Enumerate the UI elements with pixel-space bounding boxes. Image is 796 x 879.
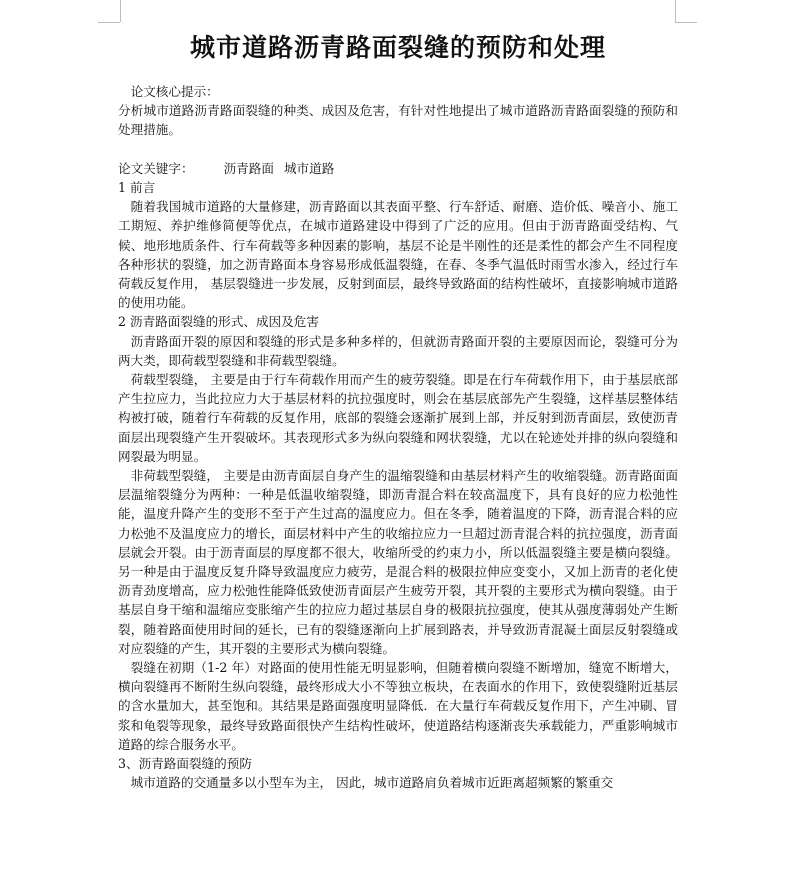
abstract-text: 分析城市道路沥青路面裂缝的种类、成因及危害，有针对性地提出了城市道路沥青路面裂缝的预防和处理措施。 — [118, 103, 678, 138]
section-2-paragraph-3: 非荷载型裂缝， 主要是由沥青面层自身产生的温缩裂缝和由基层材料产生的收缩裂缝。沥青路面面层温缩裂缝分为两种：一种是低温收缩裂缝，即沥青混合料在较高温度下，具有良好的应力松弛性能，温度升降产生的变形不至于产生过高的温度应力。但在冬季，随着温度的下降，沥青混合料的应力松弛不及温度应力的增长，面层材料中产生的收缩拉应力一旦超过沥青混合料的抗拉强度，沥青面层就会开裂。由于沥青面层的厚度都不很大，收缩所受的约束力小，所以低温裂缝主要是横向裂缝。另一种是由于温度反复升降导致温度应力疲劳，是混合料的极限拉伸应变变小，又加上沥青的老化使沥青劲度增高，应力松弛性能降低致使沥青面层产生疲劳开裂，其开裂的主要形式为横向裂缝。由于基层自身干缩和温缩应变胀缩产生的拉应力超过基层自身的极限抗拉强度，使其从强度薄弱处产生断裂，随着路面使用时间的延长，已有的裂缝逐渐向上扩展到路表，并导致沥青混凝土面层反射裂缝或对应裂缝的产生，其开裂的主要形式为横向裂缝。 — [118, 468, 678, 656]
crop-mark-top-right-horizontal — [675, 22, 697, 23]
document-page — [118, 28, 678, 793]
keyword-2: 城市道路 — [283, 160, 335, 176]
section-1-paragraph-1: 随着我国城市道路的大量修建，沥青路面以其表面平整、行车舒适、耐磨、造价低、噪音小、施工工期短、养护维修简便等优点，在城市道路建设中得到了广泛的应用。但由于沥青路面受结构、气候、地形地质条件、行车荷载等多种因素的影响，基层不论是半刚性的还是柔性的都会产生不同程度各种形状的裂缝，加之沥青路面本身容易形成低温裂缝，在春、冬季气温低时雨雪水渗入，经过行车荷载反复作用， 基层裂缝进一步发展，反射到面层，最终导致路面的结构性破坏，直接影响城市道路的使用功能。 — [118, 199, 678, 311]
section-2-paragraph-1: 沥青路面开裂的原因和裂缝的形式是多种多样的，但就沥青路面开裂的主要原因而论，裂缝可分为两大类，即荷载型裂缝和非荷载型裂缝。 — [118, 333, 678, 368]
blank-line — [118, 140, 678, 159]
keyword-1: 沥青路面 — [223, 160, 274, 176]
section-2-paragraph-4: 裂缝在初期（1-2 年）对路面的使用性能无明显影响，但随着横向裂缝不断增加，缝宽不断增大，横向裂缝再不断附生纵向裂缝，最终形成大小不等独立板块，在表面水的作用下，致使裂缝附近基层的含水量加大，甚至饱和。其结果是路面强度明显降低．在大量行车荷载反复作用下，产生冲刷、冒浆和龟裂等现象，最终导致路面很快产生结构性破坏，使道路结构逐渐丧失承载能力，严重影响城市道路的综合服务水平。 — [118, 660, 678, 752]
crop-mark-top-left-horizontal — [98, 22, 120, 23]
section-2-paragraph-2: 荷载型裂缝， 主要是由于行车荷载作用而产生的疲劳裂缝。即是在行车荷载作用下，由于基层底部产生拉应力，当此拉应力大于基层材料的抗拉强度时，则会在基层底部先产生裂缝，这样基层整体结构被打破，随着行车荷载的反复作用，底部的裂缝会逐渐扩展到上部，并反射到沥青面层，致使沥青面层出现裂缝产生开裂破坏。其表现形式多为纵向裂缝和网状裂缝，尤以在轮迹处并排的纵向裂缝和网裂最为明显。 — [118, 372, 678, 464]
abstract-label: 论文核心提示： — [130, 84, 219, 99]
keywords-line — [118, 159, 678, 178]
section-3-heading: 3、沥青路面裂缝的预防 — [118, 756, 252, 772]
keywords-label: 论文关键字： — [118, 160, 194, 176]
document-title: 城市道路沥青路面裂缝的预防和处理 — [189, 33, 606, 62]
section-2-heading: 2 沥青路面裂缝的形式、成因及危害 — [118, 314, 319, 330]
crop-mark-top-left-vertical — [120, 0, 121, 22]
section-1-heading: 1 前言 — [118, 180, 156, 195]
crop-mark-top-right-vertical — [675, 0, 676, 22]
section-3-paragraph-1: 城市道路的交通量多以小型车为主， 因此，城市道路肩负着城市近距离超频繁的繁重交 — [130, 775, 614, 791]
